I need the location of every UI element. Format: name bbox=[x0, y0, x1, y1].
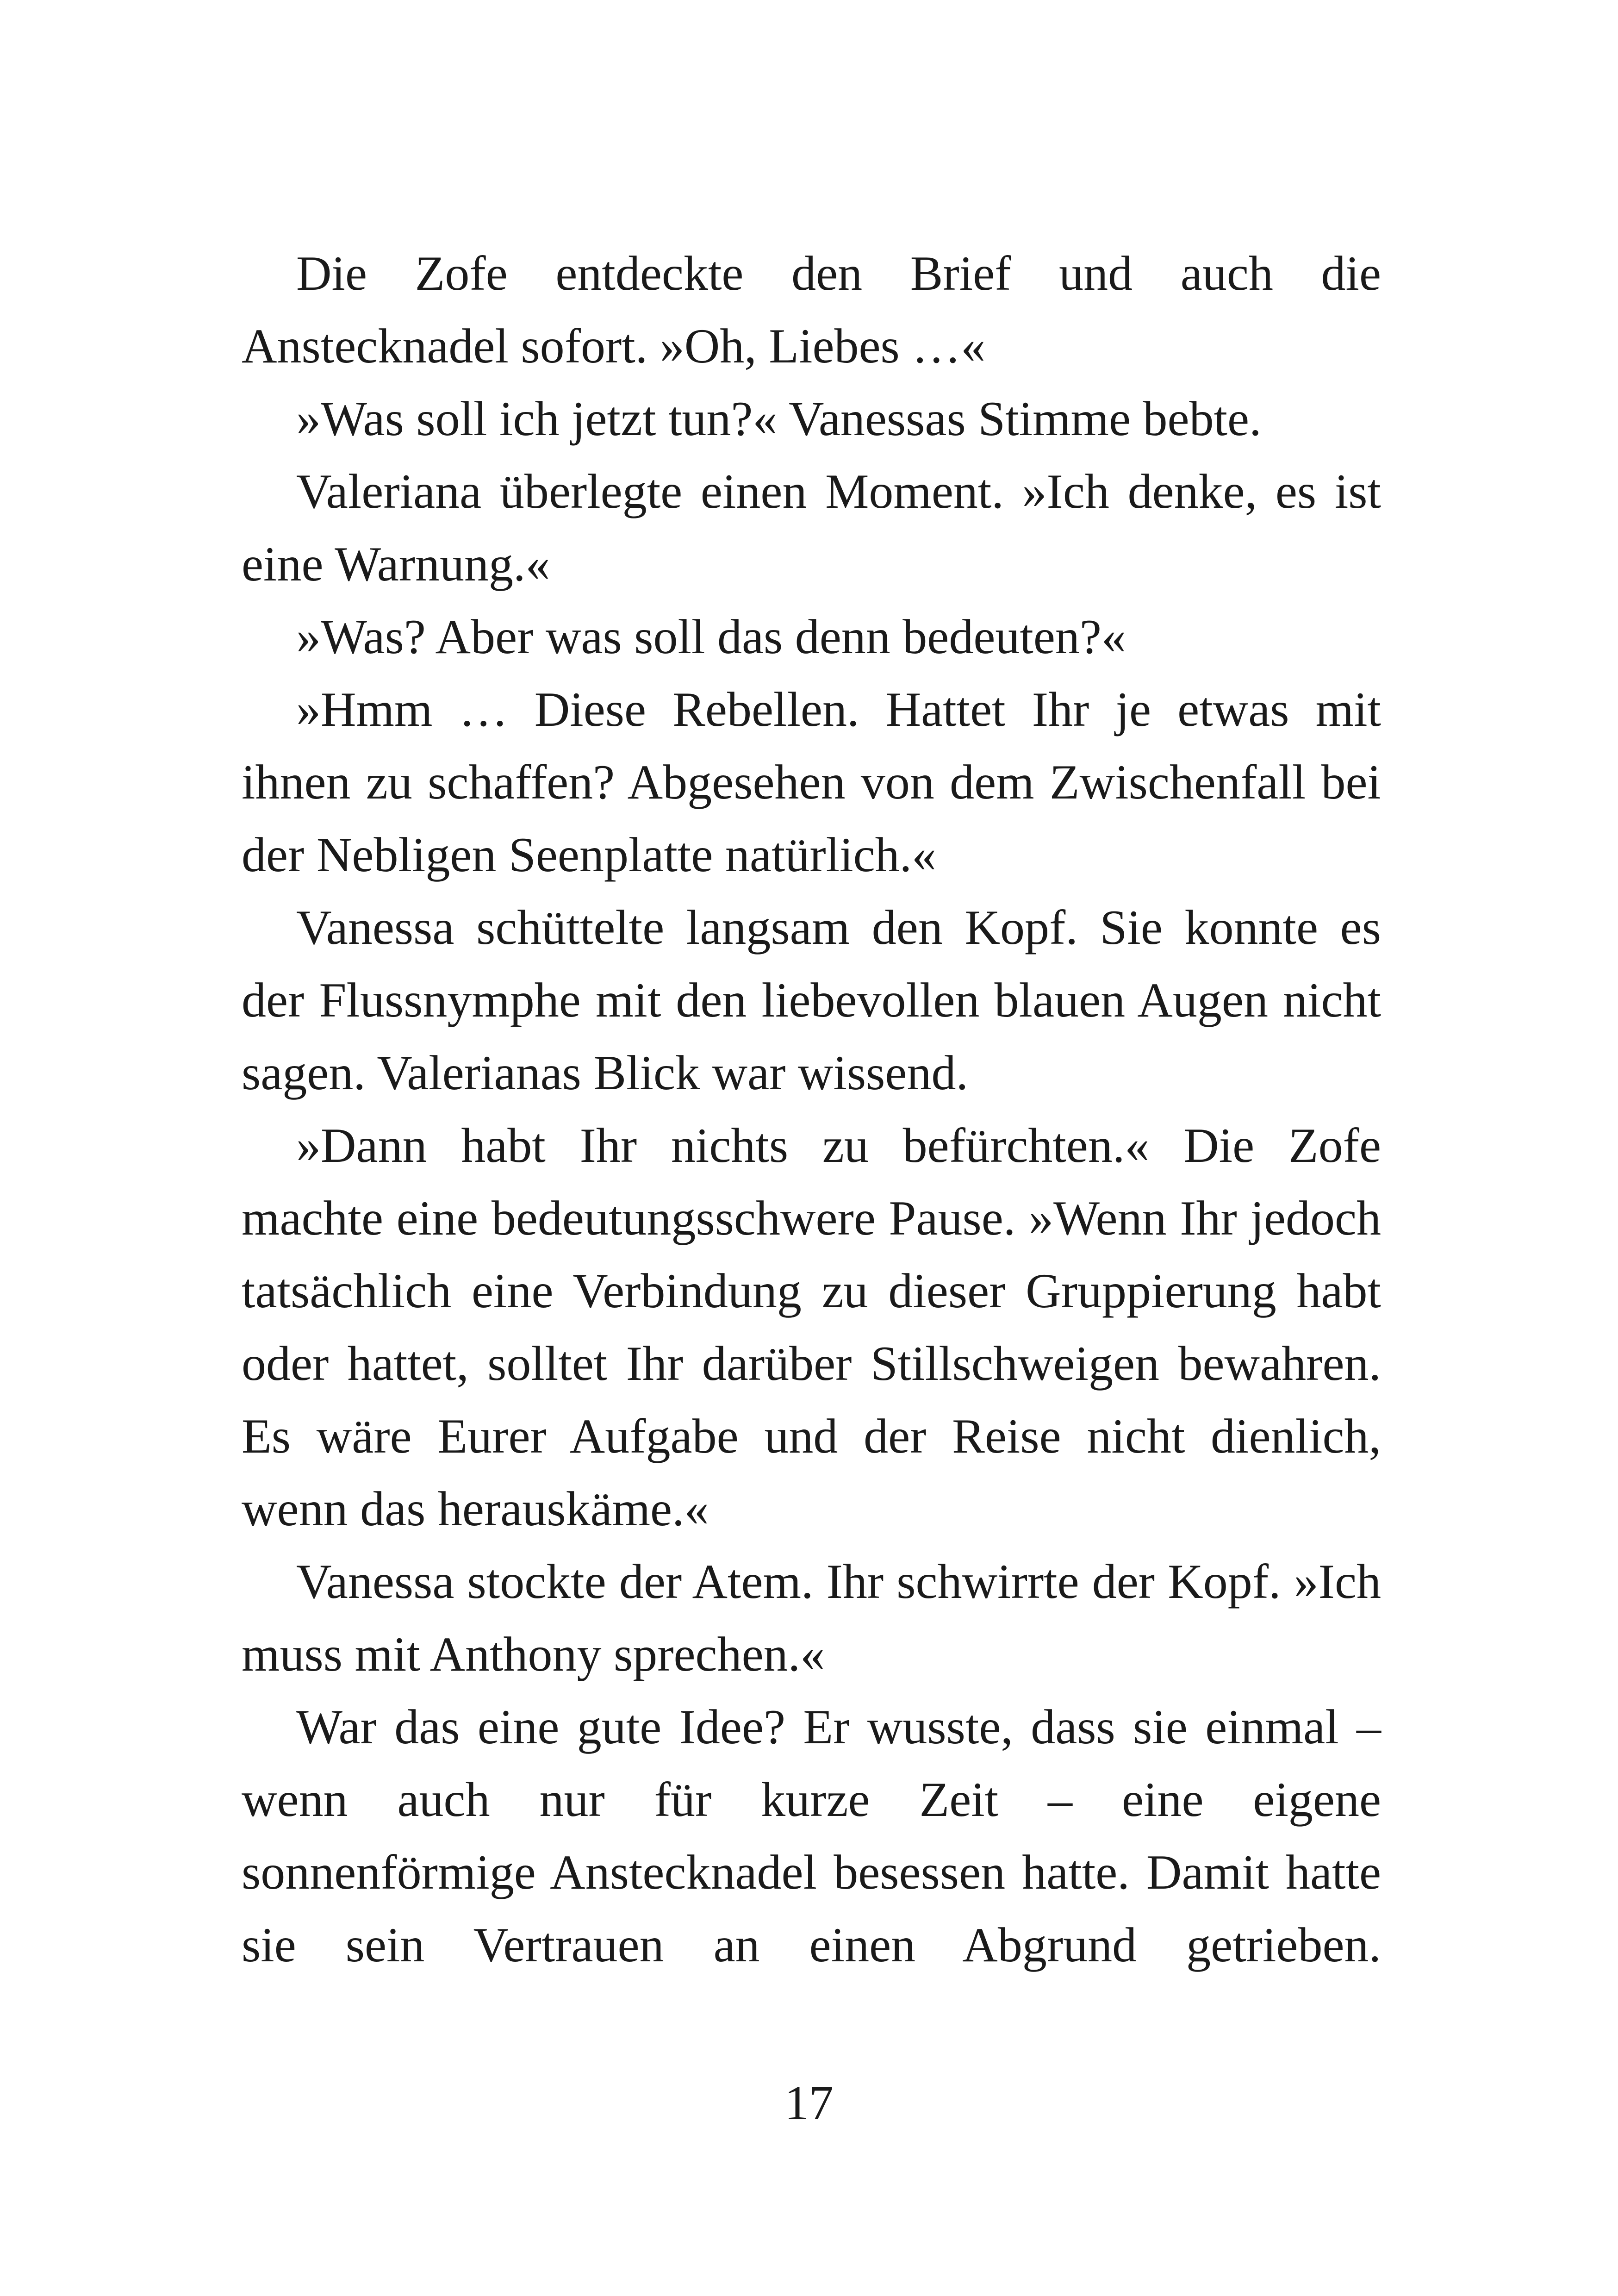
paragraph: Valeriana überlegte einen Moment. »Ich denke, es ist eine Warnung.« bbox=[242, 464, 1381, 591]
paragraph: Vanessa schüttelte langsam den Kopf. Sie konnte es der Flussnymphe mit den liebevollen blauen Augen nicht sagen. Valerianas Blick war wissend. bbox=[242, 900, 1381, 1100]
paragraph: Die Zofe entdeckte den Brief und auch die Anstecknadel sofort. »Oh, Liebes …« bbox=[242, 246, 1381, 373]
paragraph: »Hmm … Diese Rebellen. Hattet Ihr je etwas mit ihnen zu schaffen? Abgesehen von dem Zwischenfall bei der Nebligen Seenplatte natürlich.« bbox=[242, 682, 1381, 882]
paragraph: Vanessa stockte der Atem. Ihr schwirrte der Kopf. »Ich muss mit Anthony sprechen.« bbox=[242, 1554, 1381, 1681]
page-number: 17 bbox=[784, 2076, 834, 2130]
paragraph: »Was? Aber was soll das denn bedeuten?« bbox=[296, 610, 1126, 664]
paragraph: War das eine gute Idee? Er wusste, dass sie einmal – wenn auch nur für kurze Zeit – eine eigene sonnenförmige Anstecknadel besessen hatte. Damit hatte sie sein Vertrauen an einen Abgrund getrieben. bbox=[242, 1700, 1381, 1972]
paragraph: »Was soll ich jetzt tun?« Vanessas Stimme bebte. bbox=[296, 392, 1262, 446]
body-text bbox=[242, 237, 1381, 1981]
paragraph: »Dann habt Ihr nichts zu befürchten.« Die Zofe machte eine bedeutungsschwere Pause. »Wenn Ihr jedoch tatsächlich eine Verbindung zu dieser Gruppierung habt oder hattet, solltet Ihr darüber Stillschweigen bewahren. Es wäre Eurer Aufgabe und der Reise nicht dienlich, wenn das herauskäme.« bbox=[242, 1118, 1381, 1536]
